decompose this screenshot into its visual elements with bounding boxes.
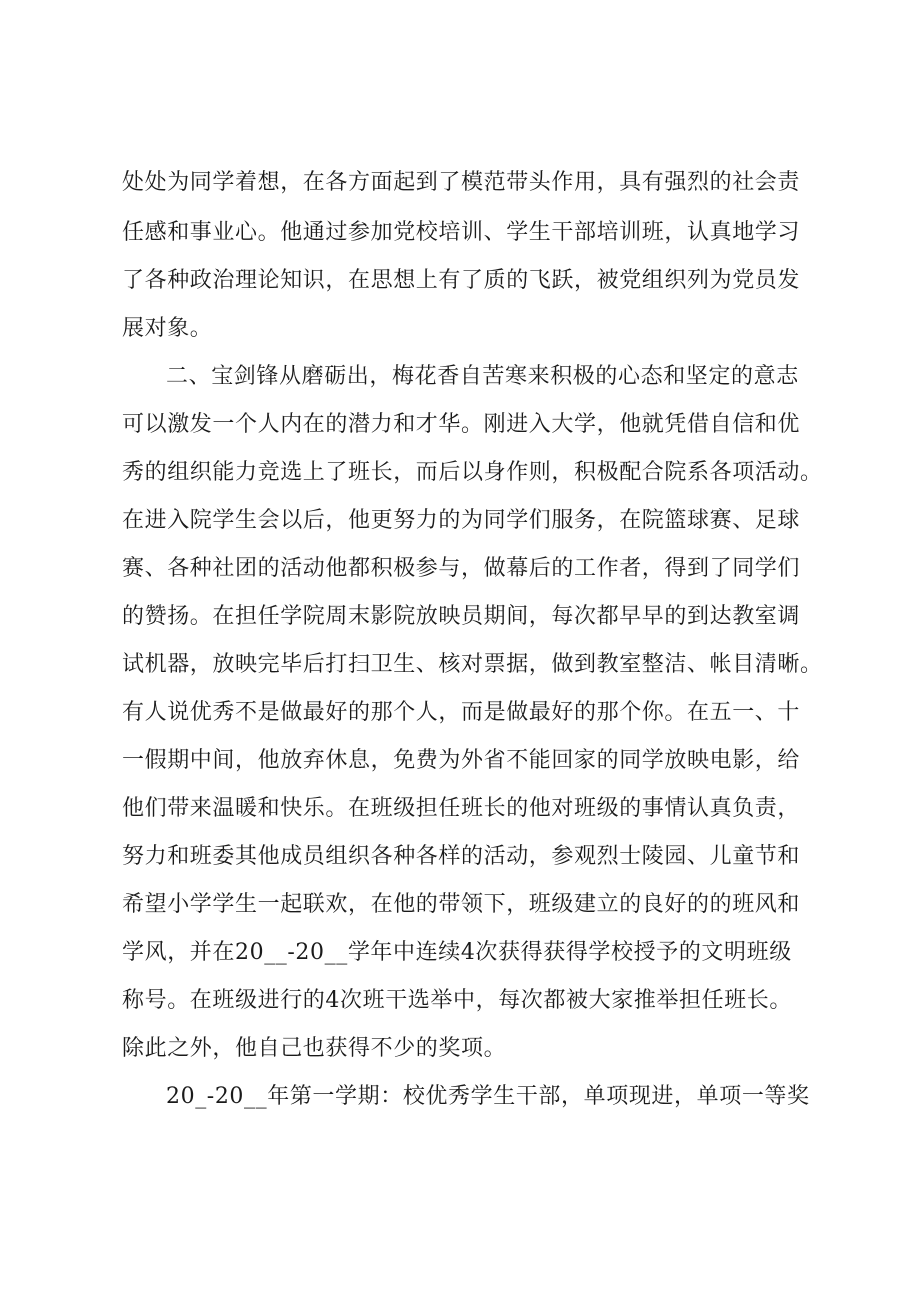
text-line: 任感和事业心。他通过参加党校培训、学生干部培训班，认真地学习: [122, 220, 801, 245]
text-line: 展对象。: [122, 316, 213, 341]
text-line: 处处为同学着想，在各方面起到了模范带头作用，具有强烈的社会责: [122, 170, 801, 195]
text-line: 20_-20__年第一学期：校优秀学生干部，单项现进，单项一等奖: [166, 1084, 810, 1109]
text-line: 试机器，放映完毕后打扫卫生、核对票据，做到教室整洁、帐目清晰。: [122, 652, 823, 677]
text-line: 学风，并在20__-20__学年中连续4次获得获得学校授予的文明班级: [122, 940, 792, 965]
text-line: 努力和班委其他成员组织各种各样的活动，参观烈士陵园、儿童节和: [122, 844, 801, 869]
text-line: 在进入院学生会以后，他更努力的为同学们服务，在院篮球赛、足球: [122, 508, 801, 533]
text-line: 一假期中间，他放弃休息，免费为外省不能回家的同学放映电影，给: [122, 748, 801, 773]
text-line: 的赞扬。在担任学院周末影院放映员期间，每次都早早的到达教室调: [122, 604, 801, 629]
text-line: 希望小学学生一起联欢，在他的带领下，班级建立的良好的的班风和: [122, 892, 801, 917]
text-line: 有人说优秀不是做最好的那个人，而是做最好的那个你。在五一、十: [122, 700, 801, 725]
text-line: 赛、各种社团的活动他都积极参与，做幕后的工作者，得到了同学们: [122, 556, 801, 581]
text-line: 除此之外，他自己也获得不少的奖项。: [122, 1036, 507, 1061]
text-line: 了各种政治理论知识，在思想上有了质的飞跃，被党组织列为党员发: [122, 268, 801, 293]
text-line: 可以激发一个人内在的潜力和才华。刚进入大学，他就凭借自信和优: [122, 412, 801, 437]
text-line: 称号。在班级进行的4次班干选举中，每次都被大家推举担任班长。: [122, 988, 792, 1013]
text-line: 秀的组织能力竞选上了班长，而后以身作则，积极配合院系各项活动。: [122, 460, 823, 485]
text-line: 二、宝剑锋从磨砺出，梅花香自苦寒来积极的心态和坚定的意志: [166, 364, 799, 389]
text-line: 他们带来温暖和快乐。在班级担任班长的他对班级的事情认真负责，: [122, 796, 801, 821]
